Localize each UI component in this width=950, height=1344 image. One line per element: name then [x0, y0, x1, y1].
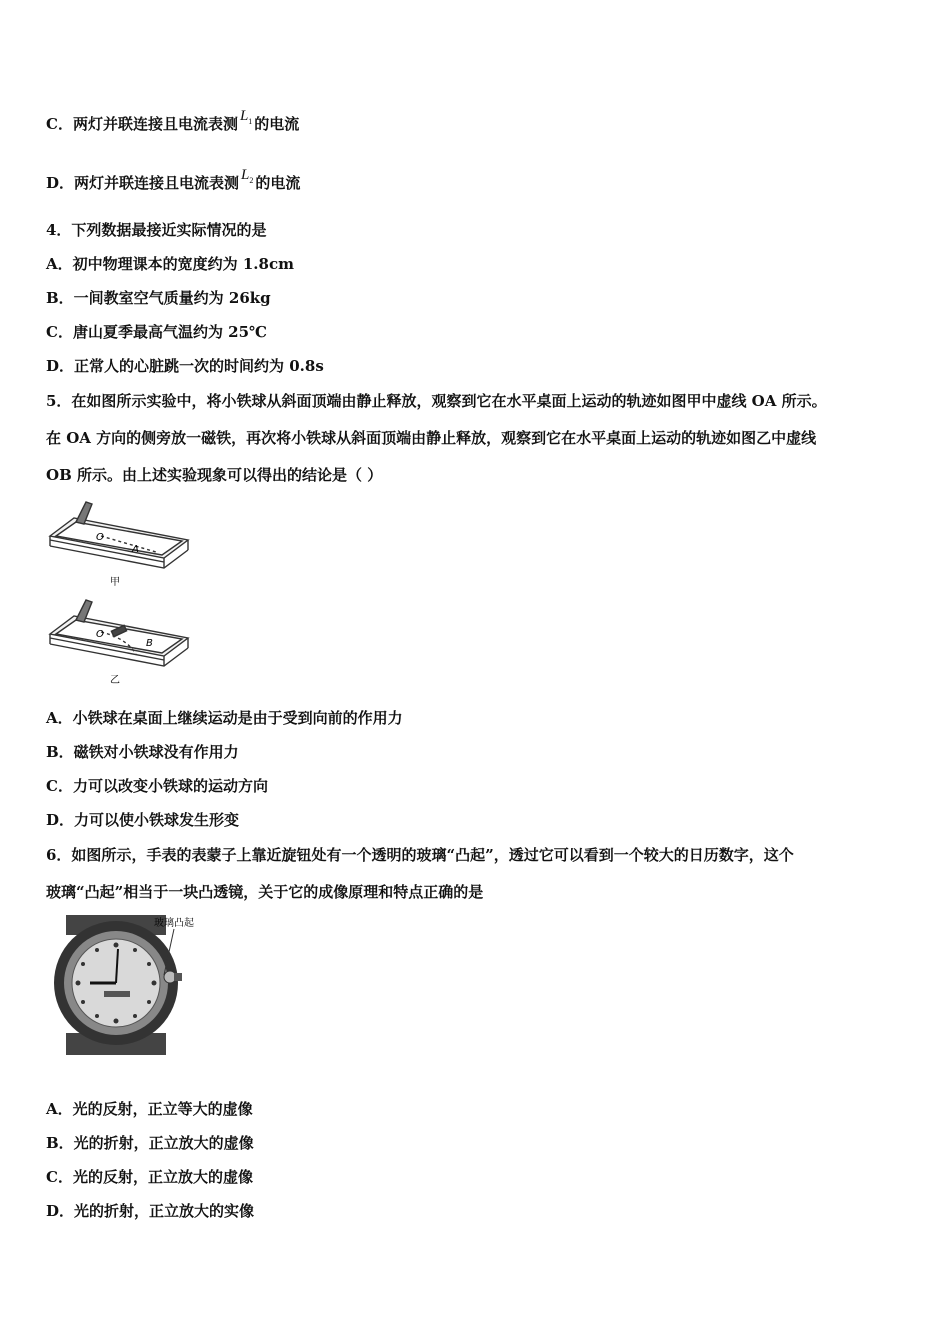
q5-option-a: A．小铁球在桌面上继续运动是由于受到向前的作用力	[46, 709, 403, 727]
label-o-bottom: O	[96, 629, 104, 640]
q5-option-b: B．磁铁对小铁球没有作用力	[46, 743, 239, 761]
q6-option-a: A．光的反射，正立等大的虚像	[46, 1100, 253, 1118]
ramp-table-diagram	[46, 500, 196, 685]
table-yi	[50, 600, 188, 666]
q5-option-c: C．力可以改变小铁球的运动方向	[46, 777, 268, 795]
q6-option-d: D．光的折射，正立放大的实像	[46, 1202, 255, 1220]
q4-option-b: B．一间教室空气质量约为 26kg	[46, 289, 271, 307]
q5-stem-line-3: OB 所示。由上述实验现象可以得出的结论是（ ）	[46, 466, 383, 484]
q3-option-c: C．两灯并联连接且电流表测 $L_1$ 的电流	[46, 108, 300, 133]
q6-figure	[46, 915, 211, 1055]
q6-stem-line-2: 玻璃“凸起”相当于一块凸透镜，关于它的成像原理和特点正确的是	[46, 883, 484, 901]
q6-stem-line-1: 6．如图所示，手表的表蒙子上靠近旋钮处有一个透明的玻璃“凸起”，透过它可以看到一个较大的日历数字，这个	[46, 846, 794, 864]
q3-option-d: D．两灯并联连接且电流表测 $L_2$ 的电流	[46, 167, 301, 192]
q5-stem-line-1: 5．在如图所示实验中，将小铁球从斜面顶端由静止释放，观察到它在水平桌面上运动的轨迹如图甲中虚线 OA 所示。	[46, 392, 827, 410]
watch-photo	[46, 915, 211, 1055]
q6-option-b: B．光的折射，正立放大的虚像	[46, 1134, 254, 1152]
l1-symbol: $L_1$	[239, 108, 253, 126]
q5-stem-line-2: 在 OA 方向的侧旁放一磁铁，再次将小铁球从斜面顶端由静止释放，观察到它在水平桌面上运动的轨迹如图乙中虚线	[46, 429, 817, 447]
q4-option-d: D．正常人的心脏跳一次的时间约为 0.8s	[46, 357, 324, 375]
l2-symbol: $L_2$	[241, 167, 254, 185]
q5-option-d: D．力可以使小铁球发生形变	[46, 811, 240, 829]
q4-stem: 4．下列数据最接近实际情况的是	[46, 221, 267, 239]
caption-yi: 乙	[110, 675, 120, 685]
table-jia	[50, 502, 188, 568]
caption-jia: 甲	[110, 577, 120, 588]
q4-option-a: A．初中物理课本的宽度约为 1.8cm	[46, 255, 294, 273]
label-b: B	[146, 638, 153, 649]
label-o-top: O	[96, 532, 104, 543]
q4-option-c: C．唐山夏季最高气温约为 25℃	[46, 323, 268, 341]
label-a: A	[132, 544, 139, 555]
callout-label: 玻璃凸起	[154, 918, 194, 929]
q5-figure	[46, 500, 196, 685]
q6-option-c: C．光的反射，正立放大的虚像	[46, 1168, 253, 1186]
